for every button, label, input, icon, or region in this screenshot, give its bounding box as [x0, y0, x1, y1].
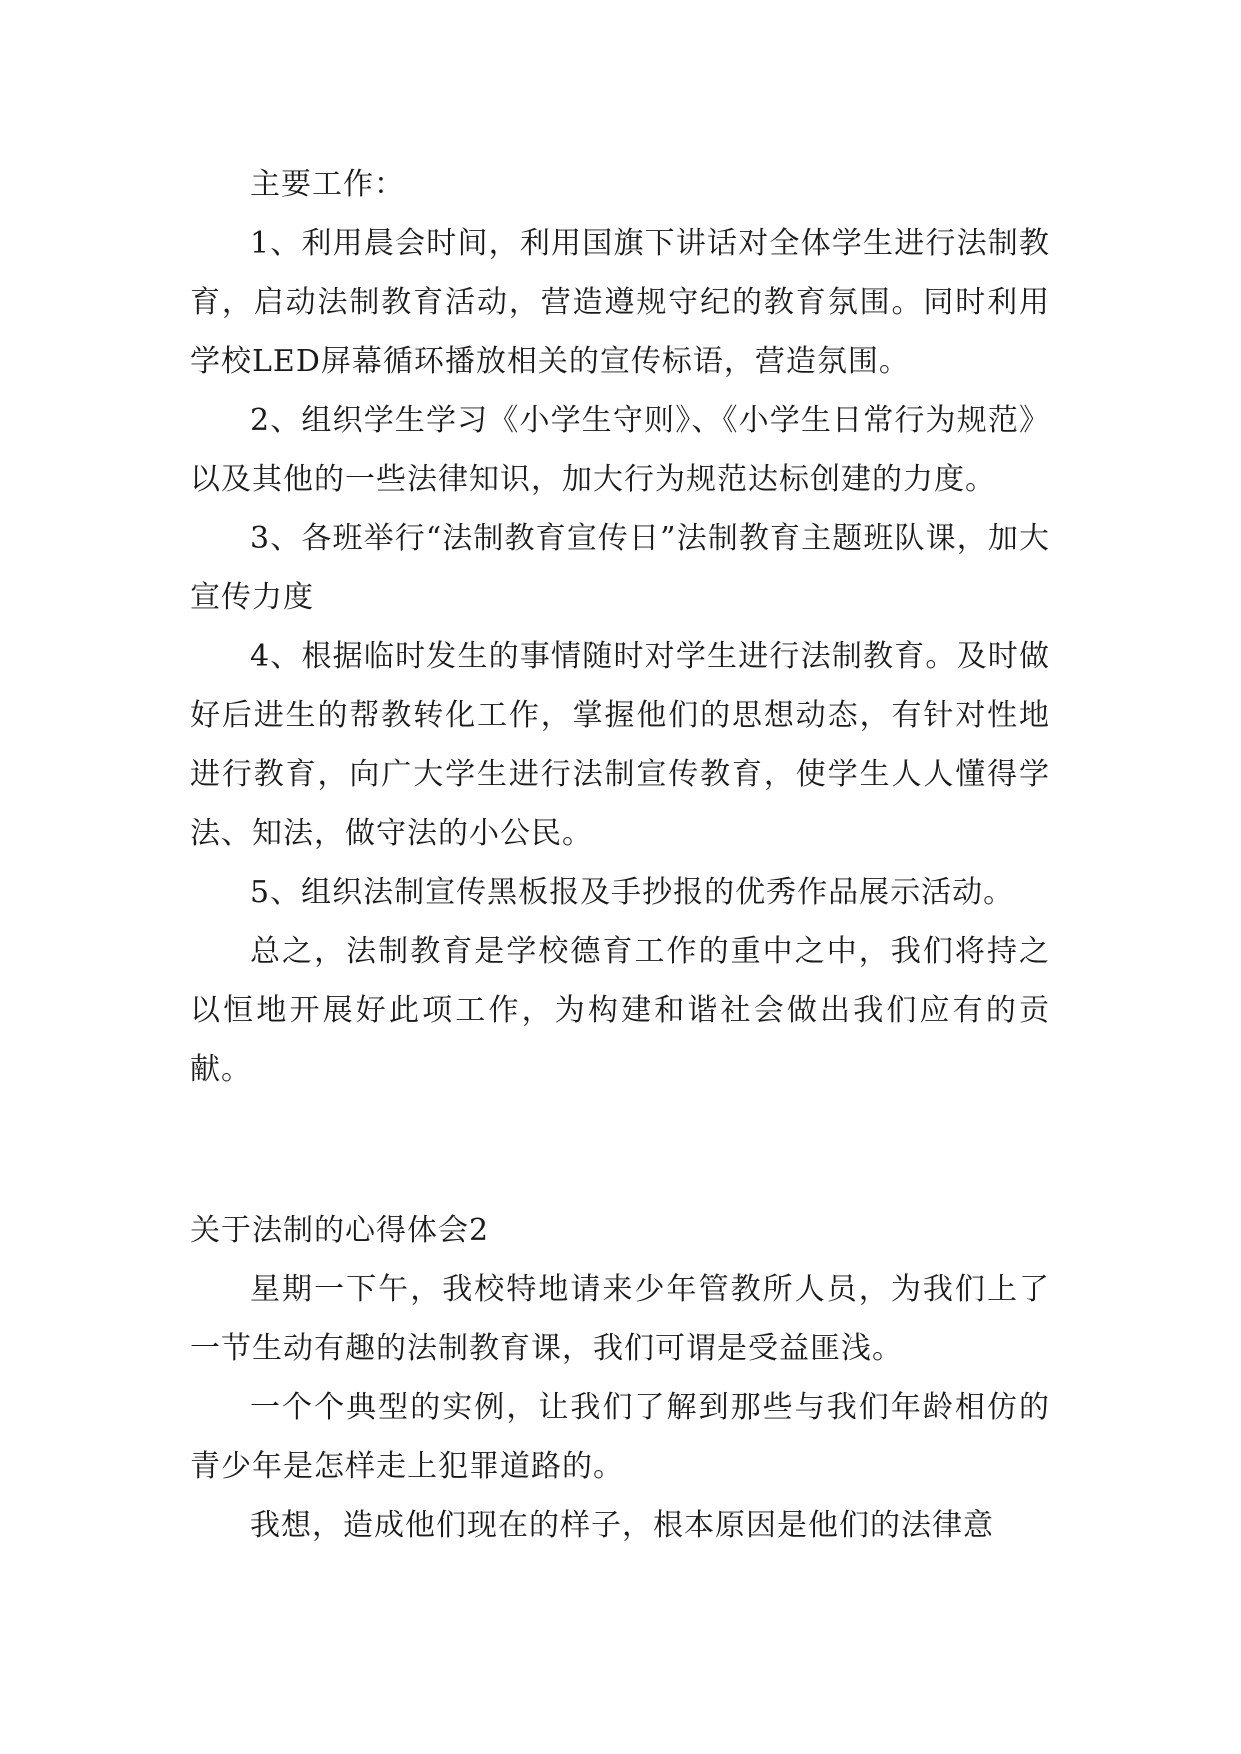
paragraph-item-4: 4、根据临时发生的事情随时对学生进行法制教育。及时做好后进生的帮教转化工作，掌握他们的思想动态，有针对性地进行教育，向广大学生进行法制宣传教育，使学生人人懂得学法、知法，做守法的小公民。 — [190, 639, 1050, 851]
paragraph-item-1: 1、利用晨会时间，利用国旗下讲话对全体学生进行法制教育，启动法制教育活动，营造遵规守纪的教育氛围。同时利用学校LED屏幕循环播放相关的宣传标语，营造氛围。 — [190, 226, 1050, 379]
paragraph-reflection-2: 一个个典型的实例，让我们了解到那些与我们年龄相仿的青少年是怎样走上犯罪道路的。 — [190, 1390, 1050, 1484]
paragraph-summary: 总之，法制教育是学校德育工作的重中之中，我们将持之以恒地开展好此项工作，为构建和谐社会做出我们应有的贡献。 — [190, 934, 1050, 1087]
paragraph-item-3: 3、各班举行“法制教育宣传日”法制教育主题班队课，加大宣传力度 — [190, 521, 1050, 615]
paragraph-item-2: 2、组织学生学习《小学生守则》、《小学生日常行为规范》以及其他的一些法律知识，加大行为规范达标创建的力度。 — [190, 403, 1050, 497]
section-reflection-2 — [190, 1201, 1050, 1555]
paragraph-reflection-3: 我想，造成他们现在的样子，根本原因是他们的法律意 — [250, 1508, 994, 1543]
paragraph-item-5: 5、组织法制宣传黑板报及手抄报的优秀作品展示活动。 — [250, 875, 1015, 910]
paragraph-reflection-1: 星期一下午，我校特地请来少年管教所人员，为我们上了一节生动有趣的法制教育课，我们可谓是受益匪浅。 — [190, 1272, 1050, 1366]
section-heading-main-work: 主要工作： — [250, 167, 405, 202]
section-main-work — [190, 155, 1050, 1099]
section-heading-reflection-2: 关于法制的心得体会2 — [190, 1213, 490, 1248]
